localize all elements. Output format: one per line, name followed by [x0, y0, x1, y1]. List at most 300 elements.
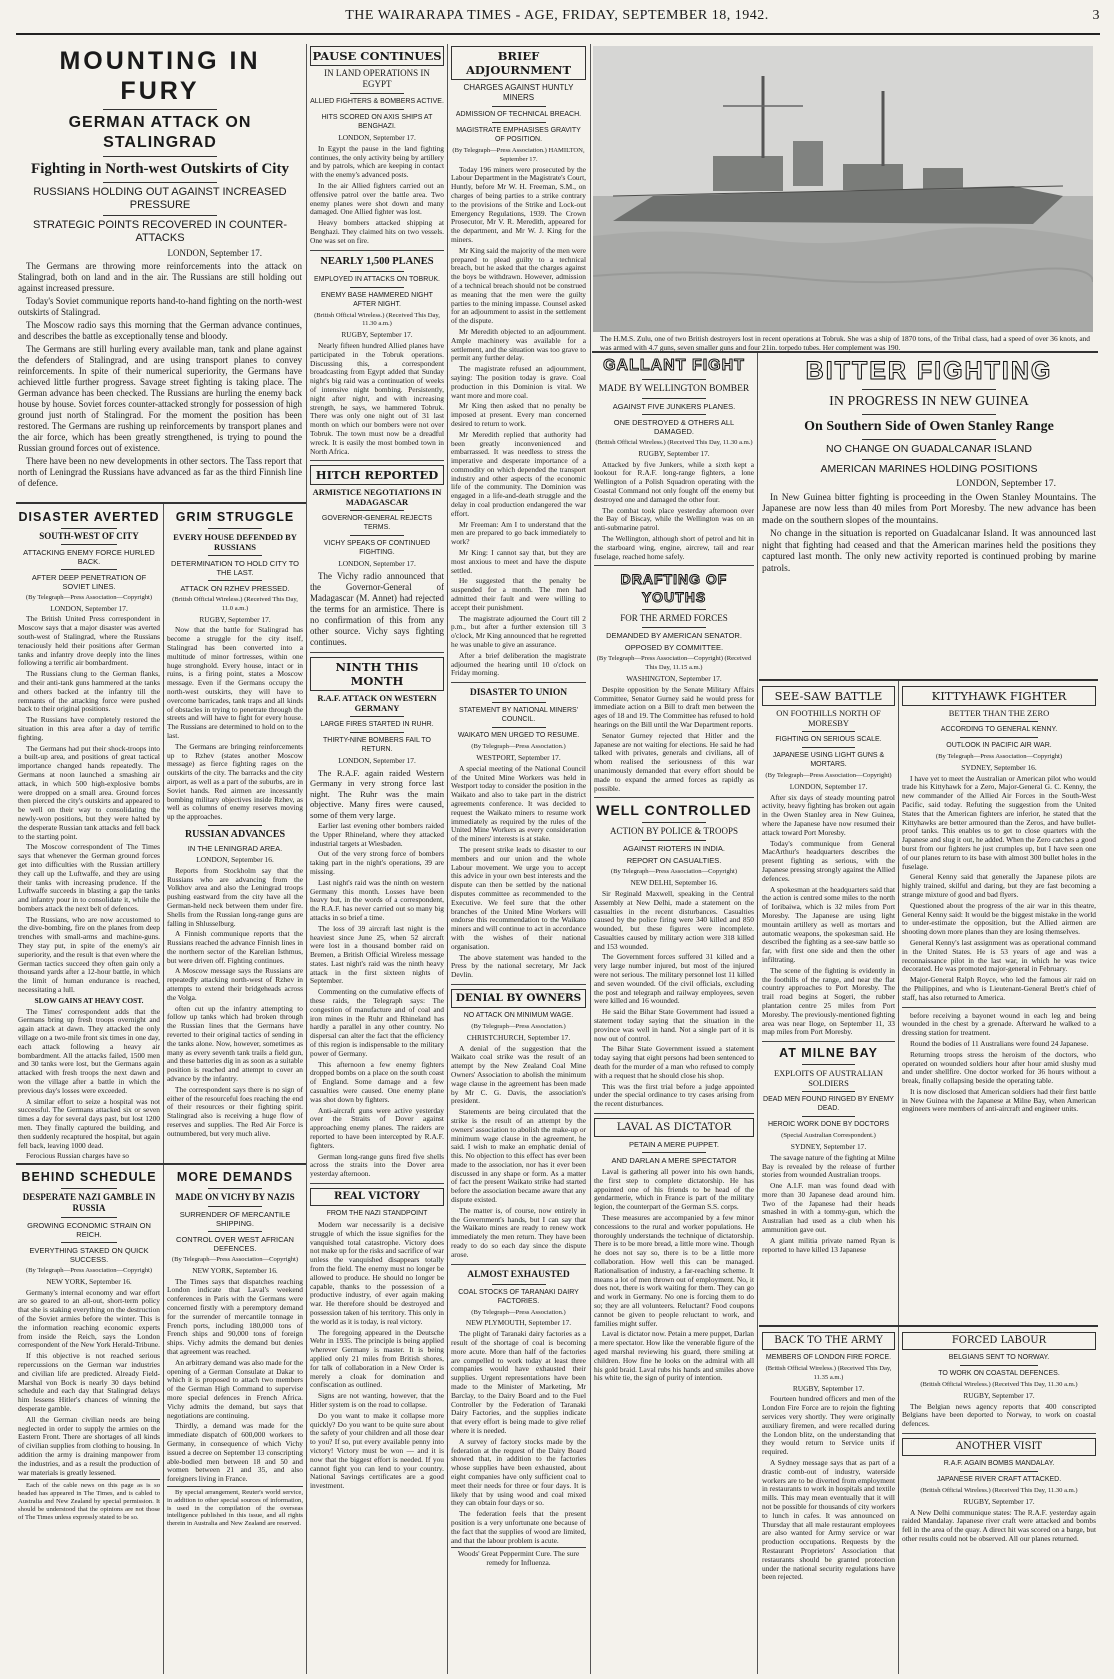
deck: ATTACK ON RZHEV PRESSED.	[180, 584, 290, 593]
paragraph: The Russians, who are now accustomed to the dive-bombing, fire on the planes from deep trenches with small-arms and machine-guns. They stay put, in spite of the enemy's air superiority, and the result is that even where the German tactics succeed they often gain only a thousand yards after a 12-hour battle, in which the limit of human endurance is reached, necessitating a lull.	[18, 914, 160, 995]
byline: (By Telegraph—Press Association—Copyright)	[935, 753, 1063, 760]
paragraph: No change in the situation is reported on Guadalcanar Island. It was announced last night that fighting had ceased and that the American marines held the positions they captured last month. The only new activity reported is continued probing by marine patrols.	[762, 529, 1096, 574]
deck: ENEMY BASE HAMMERED NIGHT AFTER NIGHT.	[321, 291, 433, 308]
divider	[960, 1365, 1038, 1366]
paragraph: Today's Soviet communique reports hand-to-hand fighting on the north-west outskirts of Stalingrad.	[18, 296, 302, 317]
deck: NO ATTACK ON MINIMUM WAGE.	[463, 1011, 574, 1019]
divider	[61, 1242, 118, 1243]
divider	[802, 747, 855, 748]
headline: BITTER FIGHTING	[805, 357, 1053, 385]
paragraph: German long-range guns fired five shells across the straits into the Dover area yesterday afternoon.	[310, 1151, 444, 1179]
deck: HEROIC WORK DONE BY DOCTORS	[767, 1121, 890, 1129]
headline-pause: PAUSE CONTINUES	[310, 46, 444, 66]
ship-illustration	[593, 46, 1093, 332]
deck: RUSSIANS HOLDING OUT AGAINST INCREASED PRESSURE	[33, 186, 287, 211]
dateline: RUGBY, September 17.	[341, 330, 413, 340]
deck: EMPLOYED IN ATTACKS ON TOBRUK.	[314, 275, 440, 283]
divider	[492, 106, 546, 107]
column-three	[310, 44, 444, 1674]
byline: (By Telegraph—Press Association—Copyright)	[171, 1256, 299, 1263]
headline-hitch: HITCH REPORTED	[310, 465, 444, 485]
divider	[594, 797, 754, 798]
divider	[802, 731, 855, 732]
divider	[762, 1041, 895, 1042]
deck: FOR THE ARMED FORCES	[620, 613, 728, 624]
headline: GRIM STRUGGLE	[175, 510, 295, 524]
paragraph: often cut up the infantry attempting to follow up tanks which had broken through the Russian lines that the Germans have reverted to their original tactics of sending in the tanks alone. Now, however, sometimes as many as every seventh tank trails a field gun, and these batteries dig in as soon as a suitable position is reached and attempt to cover an advance by the infantry.	[167, 1003, 303, 1084]
deck: R.A.F. ATTACK ON WESTERN GERMANY	[317, 693, 437, 714]
deck: COAL STOCKS OF TARANAKI DAIRY FACTORIES.	[458, 1288, 579, 1305]
masthead	[0, 8, 1114, 32]
paragraph: Germany's internal economy and war effort are so geared to an all-out, short-term policy that she is staking everything on the destruction of the Soviet armies before the winter. This is the information reaching economic experts from inside the Reich, says the London correspondent of the New York Herald-Tribune.	[18, 1287, 160, 1350]
divider	[208, 1206, 262, 1207]
dateline: NEW PLYMOUTH, September 17.	[465, 1318, 572, 1328]
divider	[642, 414, 706, 415]
divider	[642, 379, 706, 380]
divider	[960, 737, 1038, 738]
deck: LARGE FIRES STARTED IN RUHR.	[320, 721, 434, 729]
paragraph: Signs are not wanting, however, that the Hitler system is on the road to collapse.	[310, 1391, 444, 1409]
paragraph: Laval is dictator now. Petain a mere puppet, Darlan a mere spectator. How like the venerable figure of the aged marshal reviewing his guard, there smiling at children. How fine he looks on the admiral with all his gold braid. Laval rubs his hands and smiles above his white tie, the sign of purity of intention.	[594, 1329, 754, 1383]
paragraph: Commenting on the cumulative effects of these raids, the Telegraph says: The congestion of manufacture and of coal and iron mines in the Ruhr and Rhineland has hardly a parallel in any other country. No dispersal can alter the fact that the efficiency of this region is indispensable to the military power of Germany.	[310, 987, 444, 1058]
divider	[61, 569, 118, 570]
paragraph: Returning troops stress the heroism of the doctors, who operated on wounded soldiers hour after hour amid slushy mud and under shellfire. One doctor worked for 36 hours without a break, finally collapsing beside the operating table.	[902, 1049, 1096, 1086]
divider	[802, 1116, 855, 1117]
section-rule	[759, 679, 1098, 681]
paragraph: Questioned about the progress of the air war in this theatre, General Kenny said: It would be the biggest mistake in the world to under-estimate the opposition, but the Allied airmen are shooting down more planes than they are losing themselves.	[902, 900, 1096, 937]
column-rule	[757, 352, 758, 1674]
byline: (British Official Wireless.) (Received This Day, 11.30 a.m.)	[920, 1486, 1078, 1494]
paragraph: In Egypt the pause in the land fighting continues, the only activity being by artillery and by patrols, which are keeping in contact with the enemy's advanced posts.	[310, 143, 444, 180]
divider	[642, 627, 706, 628]
paragraph: Round the bodies of 11 Australians were found 24 Japanese.	[910, 1038, 1089, 1048]
paragraph: A denial of the suggestion that the Waikato coal strike was the result of an attempt by the New Zealand Coal Mine Owners' Association to abolish the minimum wage clause in the agreement has been made by Mr C. G. Davis, the association's president.	[451, 1043, 586, 1106]
divider	[350, 287, 404, 288]
paragraph: Statements are being circulated that the strike is the result of an attempt by the owners' association to abolish the make-up or minimum wage clause in the agreement, he said. I wish to make an emphatic denial of this. No objection to this effect has ever been made to the association, nor has it ever been discussed in any shape or form. As a matter of fact the present Waikato strike had started before the association became aware that any dispute existed.	[451, 1107, 586, 1205]
byline: (Special Australian Correspondent.)	[781, 1132, 876, 1140]
divider	[208, 528, 262, 529]
headline-real-victory: REAL VICTORY	[310, 1188, 444, 1206]
paragraph: The Times' correspondent adds that the Germans bring up fresh troops overnight and again attack at dawn. They attacked the only village on a two-mile front six times in one day, each attack following a heavy air bombardment. All the attacks failed, 1500 men and 30 tanks were lost, but the Germans again attacked with fresh troops the next dawn and won the village after a battle in which the previous day's losses were exceeded.	[18, 1006, 160, 1095]
deck: MEMBERS OF LONDON FIRE FORCE.	[765, 1354, 892, 1361]
deck: CONTROL OVER WEST AFRICAN DEFENCES.	[176, 1235, 294, 1253]
paragraph: The correspondent says there is no sign of either of the resourceful foes reaching the end of their resources or their fighting spirit. Stalingrad also is receiving a huge flow of reserves and supplies. The Red Air Force is outnumbered, but very much alive.	[167, 1084, 303, 1138]
paragraph: The Germans are still hurling every available man, tank and plane against the defenders of Stalingrad, and are using transport planes to convey reinforcements. In spite of their numerical superiority, the Germans have achieved little further progress. Savage street fighting is taking place. The German advance has been checked. The Russians are hurling the enemy back house by house. Soviet forces counter-attacked strongly for possession of high ground just north of Stalingrad. For the moment the position has been restored. The Germans are rushing up reinforcements by transport planes and the air force, which has been greatly strengthened, is trying to pound the Russian ground forces out of existence.	[18, 344, 302, 453]
deck: On Southern Side of Owen Stanley Range	[804, 419, 1054, 434]
column-four	[451, 44, 586, 1674]
divider	[802, 1064, 855, 1065]
deck: GOVERNOR-GENERAL REJECTS TERMS.	[321, 515, 433, 532]
paragraph: The foregoing appeared in the Deutsche Wehr in 1935. The principle is being applied wherever Germany is master. It is being applied only 21 miles from British shores, for talk of collaboration in a New Order is merely a cloak for domination and confiscation as outlined.	[310, 1327, 444, 1390]
deck: FROM THE NAZI STANDPOINT	[326, 1210, 428, 1218]
headline: MOUNTING IN FURY	[59, 47, 261, 105]
byline: (By Telegraph—Press Association—Copyright)	[25, 593, 153, 601]
paragraph: Do you want to make it collapse more quickly? Do you want to be quite sure about the safety of your children and all those dear to you? If so, put every available penny into victory! Victory must be won — and it is now that the biggest effort is needed. If you cannot fight you can lend to your country. National Savings certificates are a good investment.	[310, 1410, 444, 1491]
deck: STRATEGIC POINTS RECOVERED IN COUNTER-ATTACKS	[32, 219, 288, 244]
byline: (British Official Wireless.) (Received This Day, 11.35 a.m.)	[765, 1365, 892, 1381]
paragraph: Mr Meredith replied that authority had been greatly inconvenienced and embarrassed. It was needless to stress the imperative and desperate importance of a commodity on which depended the transport industry and other aspects of the economic life of the community. The Dominion was engaged in a life-and-death struggle and the delay in coal production endangered the war effort.	[451, 429, 586, 518]
headline-gallant: GALLANT FIGHT	[603, 357, 745, 374]
section-rule	[16, 1163, 306, 1165]
byline: (By Telegraph—Press Association.)	[471, 1022, 566, 1030]
divider	[310, 652, 444, 653]
deck: VICHY SPEAKS OF CONTINUED FIGHTING.	[323, 540, 431, 557]
headline-kittyhawk: KITTYHAWK FIGHTER	[902, 686, 1096, 706]
deck: R.A.F. AGAIN BOMBS MANDALAY.	[943, 1459, 1055, 1467]
headline: BEHIND SCHEDULE	[21, 1170, 157, 1184]
paragraph: Today's communique from General MacArthur's headquarters describes the present fighting as serious, with the Japanese pressing strongly against the Allied defences.	[762, 838, 895, 883]
paragraph: A special meeting of the National Council of the United Mine Workers was held in Westport today to consider the position in the Waikato and also to take part in the district agreements conference. It was decided to request the Waikato miners to resume work immediately as required by the rules of the United Mine Workers as every consideration of the miners' interests is at stake.	[451, 763, 586, 844]
headline-denial: DENIAL BY OWNERS	[451, 989, 586, 1008]
byline: (By Telegraph—Press Association.)	[471, 743, 566, 751]
headline-drafting: DRAFTING OF YOUTHS	[620, 571, 728, 606]
paragraph: In the air Allied fighters carried out an offensive patrol over the battle area. Two enemy planes were shot down and many damaged. One Allied fighter was lost.	[310, 180, 444, 217]
divider	[103, 109, 217, 110]
byline: (British Official Wireless.) (Received This Day, 11.30 a.m.)	[314, 311, 440, 328]
paragraph: Mr Freeman: Am I to understand that the men are prepared to go back immediately to work?	[451, 519, 586, 547]
deck: MAGISTRATE EMPHASISES GRAVITY OF POSITION.	[456, 127, 581, 143]
deck: OPPOSED BY COMMITTEE.	[624, 643, 724, 653]
deck: NO CHANGE ON GUADALCANAR ISLAND	[826, 443, 1032, 455]
paragraph: Modern war necessarily is a decisive struggle of which the issue signifies for the vanquished total catastrophe. Victory does not make up for the risks and sacrifice of war unless the vanquished disappears totally from the field. The enemy must no longer be allowed to produce. He should no longer be capable, thanks to the possession of a productive industry, of ever again making war. He therefore should be destroyed and possession taken of his territory. This only in the world as it is today, is real victory.	[310, 1220, 444, 1326]
divider	[350, 109, 404, 110]
deck: MADE BY WELLINGTON BOMBER	[598, 384, 750, 394]
paragraph: The combat took place yesterday afternoon over the Bay of Biscay, while the Wellington was on an anti-submarine patrol.	[594, 505, 754, 533]
dateline: NEW DELHI, September 16.	[630, 878, 718, 888]
paragraph: The Wellington, although short of petrol and hit in the starboard wing, engine, aircrew, tail and rear fuselage, reached home safely.	[594, 533, 754, 561]
paragraph: The federation feels that the present position is a very unfortunate one because of the fact that the supplies of wood are limited, and that the labour problem is acute.	[451, 1509, 586, 1545]
deck: DESPERATE NAZI GAMBLE IN RUSSIA	[22, 1192, 156, 1213]
paragraph: An arbitrary demand was also made for the opening of a German Consulate at Dakar to which it is proposed to attach two members of the German High Command to supervise more special defences in French Africa. Vichy admits the demand, but says that negotiations are continuing.	[167, 1357, 303, 1420]
paragraph: before receiving a bayonet wound in each leg and being wounded in the chest by a grenade. Afterward he walked to a dressing station for treatment.	[902, 1010, 1096, 1038]
deck: WAIKATO MEN URGED TO RESUME.	[457, 732, 580, 740]
dateline: LONDON, September 17.	[338, 133, 416, 142]
deck: EVERYTHING STAKED ON QUICK SUCCESS.	[29, 1246, 149, 1264]
divider	[642, 398, 706, 399]
column-rule	[590, 44, 591, 1674]
article-stalingrad	[18, 44, 302, 500]
divider	[310, 1183, 444, 1184]
paragraph: Earlier last evening other bombers raided the Upper Rhineland, where they attacked industrial targets at Wiesbaden.	[310, 820, 444, 848]
section-rule	[759, 1325, 1098, 1327]
dateline: LONDON, September 17.	[789, 781, 868, 791]
paragraph: Thirdly, a demand was made for the immediate dispatch of 600,000 workers to Germany, in consequence of which Vichy issued a decree on September 13 conscripting able-bodied men between 18 and 50 and women between 21 and 35, and also foreigners living in France.	[167, 1421, 303, 1484]
divider	[61, 1188, 118, 1189]
article-more-demands	[167, 1168, 303, 1674]
divider	[642, 822, 706, 823]
paragraph: General Kenny's last assignment was as operational command in the United States. He is 53 years of age and was a reconnaissance pilot in the last war, in which he was twice decorated. He was promoted major-general in February.	[902, 937, 1096, 974]
paragraph: The present strike leads to disaster to our members and our union and the whole Labour movement. We urge you to accept this advice in your own best interests and the dispute can then be settled by the national disputes committee as recommended to the Executive. We feel sure that the other branches of the United Mine Workers will endorse this recommendation to the Waikato miners and will continue to act in accordance with the wishes of their national organisation.	[451, 844, 586, 951]
divider	[350, 716, 404, 717]
divider	[451, 682, 586, 683]
divider	[208, 825, 262, 826]
paragraph: One A.I.F. man was found dead with more than 30 Japanese dead around him. Two of the Japanese had their heads smashed in with a tommy-gun, which the Australian had used as a club when his ammunition gave out.	[762, 1181, 895, 1235]
divider	[642, 840, 706, 841]
divider	[61, 528, 118, 529]
paragraph: It is now disclosed that American soldiers had their first battle in New Guinea with the Japanese at Milne Bay, when American engineers were members of anti-aircraft and engineer units.	[902, 1086, 1096, 1114]
paragraph: Last night's raid was the ninth on western Germany this month. Losses have been heavy but, in the words of a correspondent, the R.A.F. has never carried out so many big attacks in so brief a time.	[310, 877, 444, 922]
destroyer-photo	[593, 46, 1093, 332]
paragraph: The Vichy radio announced that the Governor-General of Madagascar (M. Annet) had rejected the terms for an armistice. There is no confirmation of this from any other source. Vichy says fighting continues.	[310, 571, 444, 648]
divider	[960, 721, 1038, 722]
paragraph: The Germans are throwing more reinforcements into the attack on Stalingrad, both on land and in the air. The Russians are still holding out against increased pressure.	[18, 261, 302, 293]
divider	[960, 1471, 1038, 1472]
deck: SURRENDER OF MERCANTILE SHIPPING.	[179, 1210, 291, 1228]
deck: AND DARLAN A MERE SPECTATOR	[611, 1156, 737, 1166]
divider	[492, 727, 546, 728]
paragraph: There have been no new developments in other sectors. The Tass report that north of Leningrad the Russians have advanced as far as the third Finnish line of defence.	[18, 456, 302, 488]
deck: ALLIED FIGHTERS & BOMBERS ACTIVE.	[310, 98, 444, 105]
headline-see-saw: SEE-SAW BATTLE	[762, 686, 895, 706]
divider	[862, 389, 996, 390]
column-six	[762, 684, 895, 1322]
dateline: RUGBY, September 17.	[638, 448, 710, 458]
photo-caption: The H.M.S. Zulu, one of two British destroyers lost in recent operations at Tobruk. She was a ship of 1870 tons, of the Tribal class, had a speed of over 36 knots, and was armed with 4.7 guns, seven smaller guns and four 21in. torpedo tubes. Her complement was 190.	[600, 334, 1090, 352]
paragraph: Ferocious Russian charges have so	[26, 1151, 129, 1160]
byline: (By Telegraph—Press Association—Copyright)	[765, 772, 892, 779]
deck: Fighting in North-west Outskirts of City	[31, 161, 289, 177]
paragraph: Reports from Stockholm say that the Russians who are advancing from the Volkhov area and also the Leningrad troops pushing eastward from the city have all the German-held neck between them under fire. Shells from the Russian long-range guns are falling in Shlusselburg.	[167, 865, 303, 928]
article-grim-struggle	[167, 508, 303, 1160]
paragraph: A Sydney message says that as part of a drastic comb-out of industry, waterside workers are to be diverted from employment in restaurants to work in hospitals and textile mills. This may mean eventually that it will not be possible for thousands of city workers to lunch in cafes. It was announced on Thursday that all male restaurant employees are also wanted for Army service or war production occupations. Requests by the Restaurant Proprietors' Association that restaurants should be granted protection under the national security regulations have been rejected.	[762, 1457, 895, 1582]
deck: HITS SCORED ON AXIS SHIPS AT BENGHAZI.	[321, 114, 433, 130]
paragraph: He said the Bihar State Government had issued a statement today saying that the situation in the province was well in hand. Not a single part of it is now out of control.	[594, 1007, 754, 1043]
headline-exhausted: ALMOST EXHAUSTED	[467, 1269, 570, 1280]
divider	[310, 460, 444, 461]
paragraph: He suggested that the penalty be suspended for a month. The men had admitted their fault and were willing to accept their punishment.	[451, 576, 586, 612]
paragraph: The Moscow correspondent of The Times says that whenever the German ground forces get into difficulties with the Russian artillery they call up the Luftwaffe, and they are using their tanks with increasing prudence. If the Luftwaffe succeeds in blasting a gap the tanks and infantry pour in to consolidate it, while the bombers attack the next belt of defences.	[18, 842, 160, 913]
paragraph: Major-General Ralph Royce, who led the famous air raid on the Philippines, and who is Lieutenant-General Brett's chief of staff, has also returned to America.	[902, 975, 1096, 1002]
dateline: LONDON, September 17.	[167, 248, 262, 258]
paragraph: Mr Meredith objected to an adjournment. Ample machinery was available for a settlement, and the situation was too grave to permit any further delay.	[451, 326, 586, 363]
dateline: LONDON, September 17.	[956, 479, 1056, 489]
paragraph: The Times says that dispatches reaching London indicate that Laval's weekend conferences in Paris with the Germans were concerned firstly with a peremptory demand for the surrender of mercantile tonnage in French ports, including 180,000 tons of French ships and 90,000 tons of foreign ships. Vichy admits the demand but denies that agreement was reached.	[167, 1276, 303, 1356]
paragraph: The Belgian news agency reports that 400 conscripted Belgians have been deported to Norway, to work on coastal defences.	[902, 1401, 1096, 1429]
divider	[103, 182, 217, 183]
divider	[208, 1231, 262, 1232]
divider	[310, 250, 444, 251]
paragraph: This afternoon a few enemy fighters dropped bombs on a place on the south coast of England. Some damage and a few casualties were caused. One enemy plane was shot down by fighters.	[310, 1059, 444, 1104]
masthead-title: THE WAIRARAPA TIMES - AGE, FRIDAY, SEPTEMBER 18, 1942.	[345, 8, 769, 23]
paragraph: Now that the battle for Stalingrad has become a struggle for the city itself, Stalingrad has been converted into a multitude of minor fortresses, within one huge stronghold. Every house, intact or in ruins, is a firing point, states a Moscow message. Even if the Germans occupy the north-west outskirts, they will have to overcome barricades, tank traps and all kinds of obstacles in trying to penetrate through the streets and will have to fight for every house. The Russians are determined to hold on to the last.	[167, 625, 303, 740]
deck: REPORT ON CASUALTIES.	[626, 856, 722, 866]
deck: GROWING ECONOMIC STRAIN ON REICH.	[27, 1221, 151, 1239]
divider	[902, 1007, 1096, 1008]
paragraph: I have yet to meet the Australian or American pilot who would trade his Kittyhawk for a Zero, Major-General G. C. Kenny, the new commander of the Allied Air Forces in the South-West Pacific, said today. Refuting the suggestion from the United States that the American fighters are inferior, he stated that the Kittyhawks are better armoured than the Zeros, and have bullet-proof tanks. This enables us to get to close quarters with the Japanese and slug it out, he added. When the Zero catches a good burst from our fighters he just crumples up, but I have seen one of our planes return to its base with almost 300 bullet holes in the fuselage.	[902, 773, 1096, 871]
headline-laval: LAVAL AS DICTATOR	[594, 1118, 754, 1137]
footnote: Each of the cable news on this page as is so headed has appeared in The Times, and is cabled to Australia and New Zealand by special permission. It should be understood that the opinions are not those of The Times unless expressly stated to be so.	[18, 1479, 160, 1521]
deck: JAPANESE USING LIGHT GUNS & MORTARS.	[772, 752, 885, 768]
column-rule	[306, 44, 307, 1674]
paragraph: The above statement was handed to the Press by the national secretary, Mr Jack Devlin.	[451, 952, 586, 980]
byline: (British Official Wireless.) (Received This Day, 11.30 a.m.)	[920, 1381, 1078, 1388]
divider	[208, 1188, 262, 1189]
column-rule	[163, 504, 164, 1674]
paragraph: A giant militia private named Ryan is reported to have killed 13 Japanese	[762, 1235, 895, 1254]
byline: (By Telegraph—Press Association.) HAMILTON, September 17.	[452, 147, 585, 163]
deck: DEMANDED BY AMERICAN SENATOR.	[606, 631, 742, 641]
headline: DISASTER AVERTED	[18, 510, 160, 524]
subhead: RUSSIAN ADVANCES	[184, 828, 286, 840]
deck: PETAIN A MERE PUPPET.	[629, 1140, 719, 1150]
paragraph: In New Guinea bitter fighting is proceeding in the Owen Stanley Mountains. The Japanese are now less than 40 miles from Port Moresby. The new advance has been made on the southern slopes of the mountains.	[762, 492, 1096, 526]
paragraph: The Government forces suffered 31 killed and a very large number injured, but most of the injured were not serious. The military personnel lost 11 killed and seven wounded. Of the civil officials, excluding the post and telegraph and railway employees, seven were killed and 16 wounded.	[594, 952, 754, 1006]
advertisement: Woods' Great Peppermint Cure. The sure remedy for Influenza.	[451, 1547, 586, 1568]
paragraph: Today 196 miners were prosecuted by the Labour Department in the Magistrate's Court, Huntly, before Mr W. H. Freeman, S.M., on charges of being parties to a strike contrary to the provisions of the Strike and Lock-out Emergency Regulations, 1939. The Crown Prosecutor, Mr V. R. Meredith, appeared for the department, and Mr W. J. King for the miners.	[451, 164, 586, 244]
divider	[862, 414, 996, 415]
paragraph: Out of the very strong force of bombers taking part in the night's operations, 39 are missing.	[310, 849, 444, 876]
masthead-rule	[16, 33, 1100, 35]
paragraph: A similar effort to seize a hospital was not successful. The Germans attacked six or seven times a day for several days past, but lost 1200 men. They finally captured the building, and then suddenly recaptured the hospital, but again fell back, leaving 1000 dead.	[18, 1096, 160, 1150]
divider	[350, 535, 404, 536]
paragraph: Despite opposition by the Senate Military Affairs Committee, Senator Gurney said he would press for immediate action on a Bill to draft men between the ages of 18 and 19. The Committee has refused to hold hearings on the Bill until the War Department reports.	[594, 684, 754, 729]
divider	[103, 215, 217, 216]
dateline: LONDON, September 17.	[338, 756, 416, 766]
column-seven	[902, 684, 1096, 1322]
paragraph: A Finnish communique reports that the Russians reached the advance Finnish lines in the northern sector of the Karelian Isthmus, but were driven off. Fighting continues.	[167, 929, 303, 965]
divider	[594, 565, 754, 566]
byline: (By Telegraph—Press Association.)	[471, 1308, 566, 1316]
headline: MORE DEMANDS	[176, 1170, 294, 1184]
byline: (By Telegraph—Press Association—Copyright) (Received This Day, 11.15 a.m.)	[596, 655, 752, 672]
divider	[492, 702, 546, 703]
divider	[862, 439, 996, 440]
headline-controlled: WELL CONTROLLED	[596, 802, 752, 819]
paragraph: The plight of Taranaki dairy factories as a result of the shortage of coal is becoming more acute. More than half of the factories are compelled to work today at least three companies would have exhausted their supplies. Urgent representations have been made to the Minister of Marketing, Mr Barclay, to the Dairy Board and to the Fuel Controller by the Federation of Taranaki Dairy Factories, and the supplies indicate that every effort is being made to give relief where it is needed.	[451, 1329, 586, 1436]
paragraph: All the German civilian needs are being neglected in order to supply the armies on the Eastern Front. There are shortages of all kinds of civilian supplies from clothing to housing. In addition the army is draining manpower from the industries, and as a result the production of war materials is greatly lessened.	[18, 1414, 160, 1477]
paragraph: The British United Press correspondent in Moscow says that a major disaster was averted south-west of Stalingrad, where the Russians tenaciously held their positions after German tanks and infantry drove deeply into the lines following a terrific air bombardment.	[18, 614, 160, 668]
deck: ARMISTICE NEGOTIATIONS IN MADAGASCAR	[312, 487, 442, 508]
divider	[208, 580, 262, 581]
paragraph: Anti-aircraft guns were active yesterday over the Straits of Dover against approaching enemy planes. The raiders are reported to have been intercepted by R.A.F. fighters.	[310, 1105, 444, 1150]
paragraph: A Moscow message says the Russians are repeatedly attacking north-west of Rzhev in attempts to extend their bridgeheads across the Volga.	[167, 966, 303, 1002]
paragraph: This was the first trial before a judge appointed under the special ordinance to try cases arising from the recent disturbances.	[594, 1081, 754, 1109]
paragraph: These measures are accompanied by a few minor concessions to the rural and worker populations. He thoroughly understands the technique of dictatorship. There is to be more bread, a little more wine. Though he does not say so, there is to be a little more collaboration. How well this can be managed. Rationalisation of industry, a far-reaching scheme. It means a lot of men thrown out of employment. No, it does not, there is work waiting for them. They can go and work in Germany. No one is forcing them to do so; they are all volunteers. Reluctant? Food coupons cannot be given to people reluctant to work, and families might suffer.	[594, 1213, 754, 1328]
deck: ON FOOTHILLS NORTH OF MORESBY	[776, 708, 881, 728]
deck: MADE ON VICHY BY NAZIS	[175, 1192, 295, 1202]
paragraph: General Kenny said that generally the Japanese pilots are highly trained, skilful and daring, but they are fast becoming a strange mixture of good and bad flyers.	[902, 872, 1096, 899]
column-rule	[447, 44, 448, 1674]
paragraph: After a brief deliberation the magistrate adjourned the hearing until 10 o'clock on Friday morning.	[451, 650, 586, 678]
deck: ACTION BY POLICE & TROOPS	[609, 826, 738, 837]
byline: (British Official Wireless.) (Received This Day, 11.30 a.m.)	[595, 439, 753, 446]
divider	[451, 984, 586, 985]
divider	[350, 93, 404, 94]
deck: ACCORDING TO GENERAL KENNY.	[940, 726, 1058, 733]
divider	[208, 555, 262, 556]
paragraph: Attacked by five Junkers, while a sixth kept a lookout for R.A.F. long-range fighters, a lone Wellington of a Polish Squadron operating with the Coastal Command not only fought off the enemy but destroyed one and damaged the other four.	[594, 459, 754, 504]
paragraph: A New Delhi communique states: The R.A.F. yesterday again raided Mandalay. Japanese river craft were attacked and bombs fell in the area of the quay. A direct hit was scored on a barge, but other results could not be observed. All our planes returned.	[902, 1507, 1096, 1543]
article-disaster-averted	[18, 508, 160, 1160]
headline-planes: NEARLY 1,500 PLANES	[320, 255, 434, 267]
dateline: RUGBY, September 17.	[792, 1383, 865, 1393]
article-behind-schedule	[18, 1168, 160, 1674]
paragraph: The savage nature of the fighting at Milne Bay is revealed by the release of further stories from wounded Australian troops.	[762, 1152, 895, 1180]
deck: EXPLOITS OF AUSTRALIAN SOLDIERS	[773, 1068, 884, 1089]
deck: ADMISSION OF TECHNICAL BREACH.	[455, 111, 582, 118]
headline-another-visit: ANOTHER VISIT	[902, 1438, 1096, 1456]
divider	[350, 271, 404, 272]
deck: AMERICAN MARINES HOLDING POSITIONS	[820, 463, 1038, 475]
paragraph: After six days of steady mounting patrol activity, heavy fighting has broken out again in the Owen Stanley area in New Guinea, where the Japanese have now resumed their attack toward Port Moresby.	[762, 792, 895, 837]
deck: DEAD MEN FOUND RINGED BY ENEMY DEAD.	[763, 1096, 894, 1113]
paragraph: Mr King: I cannot say that, but they are most anxious to meet and have the dispute settled.	[451, 548, 586, 575]
dateline: SYDNEY, September 17.	[790, 1141, 867, 1151]
headline-adjournment: BRIEF ADJOURNMENT	[451, 46, 586, 80]
subhead-deck: IN THE LENINGRAD AREA.	[187, 843, 283, 853]
paragraph: A survey of factory stocks made by the federation at the request of the Dairy Board showed that, in addition to the factories whose supplies have been exhausted, about eight companies have only sufficient coal to meet their needs for three or four days. It is likely that by using wood and coal mixed they can obtain four days or so.	[451, 1436, 586, 1508]
deck: AFTER DEEP PENETRATION OF SOVIET LINES.	[31, 572, 147, 591]
divider	[594, 1113, 754, 1114]
headline-forced-labour: FORCED LABOUR	[902, 1332, 1096, 1350]
deck: EVERY HOUSE DEFENDED BY RUSSIANS	[173, 532, 297, 552]
divider	[492, 1284, 546, 1285]
paragraph: The Bihar State Government issued a statement today saying that eight persons had been sentenced to death for the murder of a man who refused to comply with a request that he should close his shop.	[594, 1044, 754, 1080]
divider	[350, 510, 404, 511]
divider	[492, 122, 546, 123]
paragraph: Fourteen hundred officers and men of the London Fire Force are to rejoin the fighting services very shortly. They were originally auxiliary firemen, and were recalled during the London blitz, on the understanding that they would return to Service units if required.	[762, 1394, 895, 1457]
dateline: LONDON, September 16.	[196, 854, 274, 864]
deck: AGAINST FIVE JUNKERS PLANES.	[612, 402, 736, 411]
divider	[451, 1264, 586, 1265]
dateline: SYDNEY, September 16.	[961, 762, 1037, 772]
paragraph: The magistrate adjourned the Court till 2 p.m., but after a further extension till 3 o'clock, Mr King announced that he regretted he was unable to give an assurance.	[451, 613, 586, 650]
dateline: NEW YORK, September 16.	[192, 1265, 278, 1275]
divider	[61, 544, 118, 545]
headline: BACK TO THE ARMY	[762, 1332, 895, 1350]
column-rule	[898, 680, 899, 1674]
deck: IN PROGRESS IN NEW GUINEA	[829, 394, 1029, 409]
paragraph: Heavy bombers attacked shipping at Benghazi. They claimed hits on two vessels. One was set on fire.	[310, 218, 444, 245]
dateline: WASHINGTON, September 17.	[626, 673, 722, 683]
paragraph: The scene of the fighting is evidently in the foothills of the range, and near the flat country approaches to Port Moresby. The trail road begins at Sogeri, the rubber plantation centre 25 miles from Port Moresby. The previously-mentioned fighting area was near Iloge, on September 11, 33 map miles from Port Moresby.	[762, 965, 895, 1037]
divider	[350, 732, 404, 733]
divider	[61, 1217, 118, 1218]
paragraph: The Russians clung to the German flanks, and their anti-tank guns hammered at the tanks and others backed at the infantry till the remnants of the attacking force were pushed back to their original positions.	[18, 669, 160, 714]
paragraph: The Russians have completely restored the situation in this area after a day of terrific fighting.	[18, 715, 160, 742]
divider	[862, 459, 996, 460]
paragraph: A spokesman at the headquarters said that the action is centred some miles to the north of Ioribaiwa, which is 32 miles from Port Moresby. The Japanese are using light mountain artillery as well as mortars and automatic weapons, the spokesman said. He described the fighting as a see-saw battle so far, with first one side and then the other infiltrating.	[762, 884, 895, 964]
paragraph: Mr King said the majority of the men were prepared to plead guilty to a technical breach, but he asked that the charges against the boys be withdrawn. However, admission of a technical breach should not be construed as meaning that the men were the guilty parties to the mining impasse. Counsel asked for an adjournment to assist in the settlement of the dispute.	[451, 245, 586, 326]
dateline: CHRISTCHURCH, September 17.	[466, 1032, 571, 1042]
divider	[802, 1091, 855, 1092]
paragraph: The R.A.F. again raided Western Germany in very strong force last night. The Ruhr was the main objective. Many fires were caused, some of them very large.	[310, 767, 444, 820]
dateline: LONDON, September 17.	[338, 559, 416, 569]
deck: ATTACKING ENEMY FORCE HURLED BACK.	[23, 547, 155, 566]
deck: THIRTY-NINE BOMBERS FAIL TO RETURN.	[322, 737, 431, 754]
paragraph: The loss of 39 aircraft last night is the heaviest since June 25, when 52 aircraft were lost in a thousand bomber raid on Bremen, a British Official Wireless message states. Last night's raid was the ninth heavy attack in the first sixteen nights of September.	[310, 923, 444, 986]
deck: AGAINST RIOTERS IN INDIA.	[623, 844, 725, 854]
paragraph: The matter is, of course, now entirely in the Government's hands, but I can say that the Waikato mines are ready to renew work immediately the men return. They have been ready to do so each day since the dispute arose.	[451, 1205, 586, 1259]
deck: CHARGES AGAINST HUNTLY MINERS	[463, 83, 574, 102]
divider	[642, 609, 706, 610]
paragraph: Mr King then asked that no penalty be imposed at present. Every man concerned desired to return to work.	[451, 401, 586, 428]
deck: BETTER THAN THE ZERO	[948, 708, 1050, 718]
article-new-guinea	[762, 356, 1096, 676]
byline: (British Official Wireless.) (Received This Day, 11.0 a.m.)	[172, 596, 298, 612]
headline-milne-bay: AT MILNE BAY	[779, 1046, 878, 1061]
paragraph: Laval is gathering all power into his own hands, the first step to complete dictatorship. He has appointed one of his friends to be head of the gendarmerie, which in France is part of the military legion, the counterpart of the German S.S. corps.	[594, 1167, 754, 1212]
deck: STATEMENT BY NATIONAL MINERS' COUNCIL.	[458, 707, 579, 724]
column-eight	[902, 1330, 1096, 1674]
dateline: RUGBY, September 17.	[963, 1390, 1035, 1400]
deck: JAPANESE RIVER CRAFT ATTACKED.	[936, 1475, 1062, 1483]
page-number: 3	[1092, 8, 1100, 23]
headline-union: DISASTER TO UNION	[469, 688, 568, 699]
dateline: LONDON, September 17.	[50, 603, 128, 613]
paragraph: The Germans had put their shock-troops into a built-up area, and positions of great tactical importance changed hands repeatedly. The Germans at noon launched a smashing air attack, in which 500 high-explosive bombs were dropped on a small area. Ground forces then pierced the city's outskirts and appeared to be well on their way to consolidating the newly-won positions, but they were halted by the desperate Russian tank attacks and fell back to the starting point.	[18, 743, 160, 841]
deck: TO WORK ON COASTAL DEFENCES.	[938, 1370, 1060, 1377]
